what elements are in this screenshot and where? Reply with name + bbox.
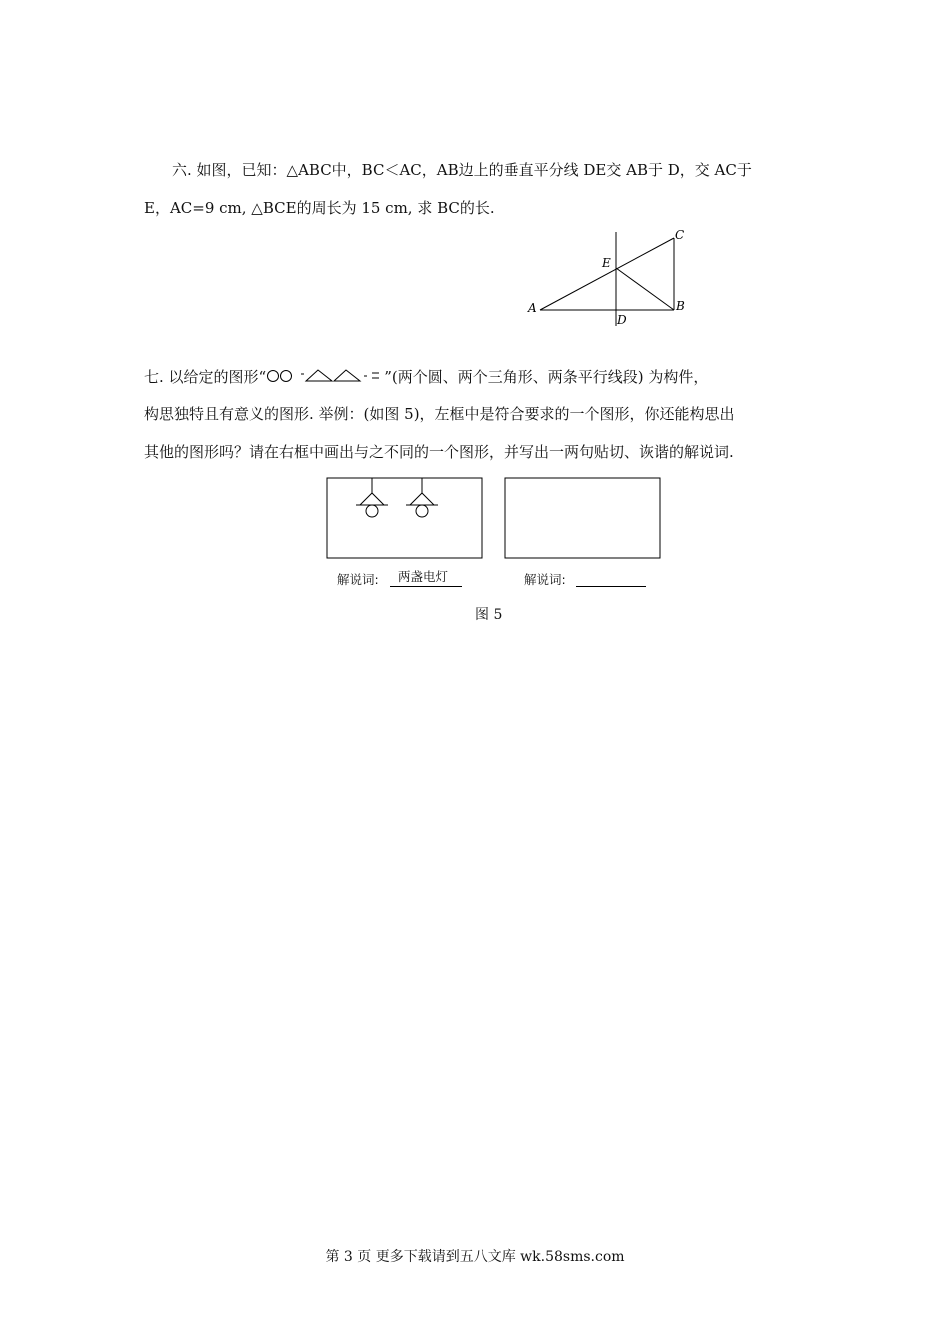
vertex-label-a: A	[528, 301, 537, 315]
problem7-line2: 构思独特且有意义的图形. 举例：(如图 5)，左框中是符合要求的一个图形，你还能构思出	[144, 405, 735, 423]
vertex-label-b: B	[676, 299, 685, 313]
vertex-label-d: D	[617, 313, 627, 327]
problem6-line2: E，AC=9 cm, △BCE的周长为 15 cm, 求 BC的长.	[144, 199, 495, 217]
right-caption-label: 解说词:	[524, 572, 566, 587]
right-caption-blank[interactable]	[576, 586, 646, 587]
problem7-line1-post: ”(两个圆、两个三角形、两条平行线段) 为构件，	[384, 368, 709, 386]
lamp-icon-right	[406, 478, 438, 517]
vertex-label-e: E	[602, 256, 611, 270]
problem6-line1: 六. 如图，已知：△ABC中，BC＜AC，AB边上的垂直平分线 DE交 AB于 D，交 AC于	[172, 161, 752, 179]
left-caption-value: 两盏电灯	[398, 569, 449, 584]
lamp-icon-left	[356, 478, 388, 517]
figure-caption: 图 5	[475, 607, 503, 623]
left-caption-label: 解说词:	[337, 572, 379, 587]
left-caption-underline	[390, 586, 462, 587]
shapes-inline-icon	[266, 366, 384, 386]
page-footer: 第 3 页 更多下载请到五八文库 wk.58sms.com	[325, 1249, 625, 1265]
problem7-line3: 其他的图形吗？请在右框中画出与之不同的一个图形，并写出一两句贴切、诙谐的解说词.	[144, 443, 734, 461]
triangle-figure	[520, 222, 700, 334]
example-figure-box	[326, 477, 484, 561]
problem7-line1	[144, 366, 708, 387]
problem7-line1-pre: 七. 以给定的图形“	[144, 368, 267, 386]
answer-figure-box[interactable]	[504, 477, 662, 561]
vertex-label-c: C	[675, 228, 685, 242]
